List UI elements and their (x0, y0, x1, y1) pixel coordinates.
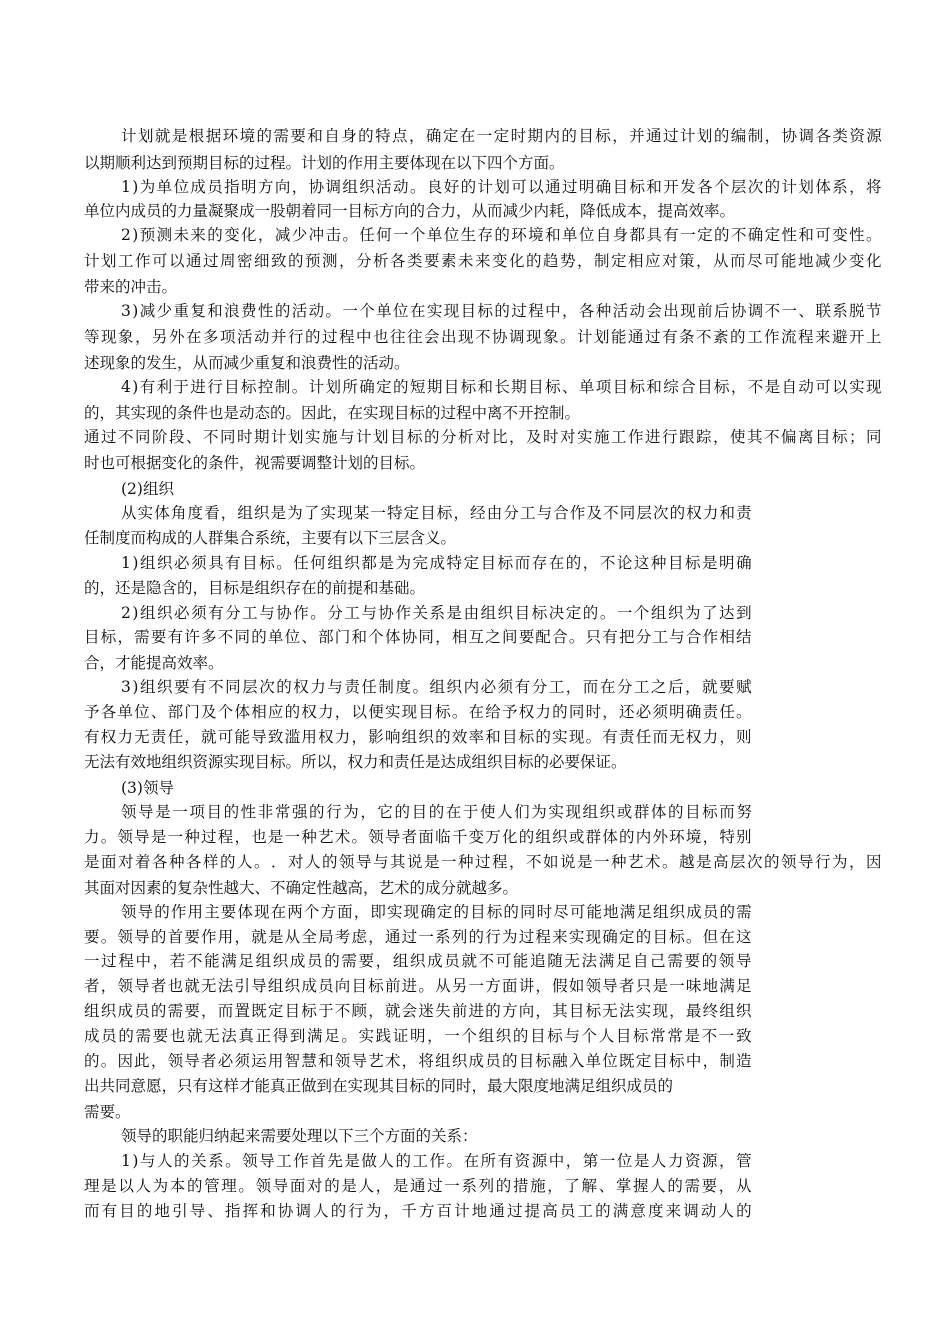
text-line: 3 ) 减 少 重 复 和 浪 费 性 的 活 动 。 一 个 单 位 在 实 现 目 标 的 过 程 中 ， 各 种 活 动 会 出 现 前 后 协 调 不 一 、 联 系 脱 节 (121, 302, 882, 320)
text-line: 2 ) 预 测 未 来 的 变 化 ， 减 少 冲 击 。 任 何 一 个 单 位 生 存 的 环 境 和 单 位 自 身 都 具 有 一 定 的 不 确 定 性 和 可 变 性 。 (121, 226, 882, 244)
text-line: 单位内成员的力量凝聚成一股朝着同一目标方向的合力，从而减少内耗，降低成本，提高效率。 (84, 202, 736, 220)
text-line: 1 ) 与 人 的 关 系 。 领 导 工 作 首 先 是 做 人 的 工 作 。 在 所 有 资 源 中 ， 第 一 位 是 人 力 资 源 ， 管 (121, 1152, 752, 1170)
text-line: 合，才能提高效率。 (84, 654, 224, 672)
text-line: 领 导 是 一 项 目 的 性 非 常 强 的 行 为 ， 它 的 目 的 在 于 使 人 们 为 实 现 组 织 或 群 体 的 目 标 而 努 (121, 803, 752, 821)
text-line: 等 现 象 ， 另 外 在 多 项 活 动 并 行 的 过 程 中 也 往 往 会 出 现 不 协 调 现 象 。 计 划 能 通 过 有 条 不 紊 的 工 作 流 程 来 避 开 上 (84, 328, 882, 346)
text-line: 有 权 力 无 责 任 ， 就 可 能 导 致 滥 用 权 力 ， 影 响 组 织 的 效 率 和 目 标 的 实 现 。 有 责 任 而 无 权 力 ， 则 (84, 728, 752, 746)
text-line: 需要。 (84, 1103, 131, 1121)
text-line: 通 过 不 同 阶 段 、 不 同 时 期 计 划 实 施 与 计 划 目 标 的 分 析 对 比 ， 及 时 对 实 施 工 作 进 行 跟 踪 ， 使 其 不 偏 离 目 标 ； 同 (84, 428, 882, 446)
text-line: 1 ) 为 单 位 成 员 指 明 方 向 ， 协 调 组 织 活 动 。 良 好 的 计 划 可 以 通 过 明 确 目 标 和 开 发 各 个 层 次 的 计 划 体 系 ， 将 (121, 178, 882, 196)
text-line: 计 划 就 是 根 据 环 境 的 需 要 和 自 身 的 特 点 ， 确 定 在 一 定 时 期 内 的 目 标 ， 并 通 过 计 划 的 编 制 ， 协 调 各 类 资 源 (121, 127, 882, 145)
text-line: 成 员 的 需 要 也 就 无 法 真 正 得 到 满 足 。 实 践 证 明 ， 一 个 组 织 的 目 标 与 个 人 目 标 常 常 是 不 一 致 (84, 1027, 752, 1045)
text-line: 3 ) 组 织 要 有 不 同 层 次 的 权 力 与 责 任 制 度 。 组 织 内 必 须 有 分 工 ， 而 在 分 工 之 后 ， 就 要 赋 (121, 678, 752, 696)
text-line: 组 织 成 员 的 需 要 ， 而 置 既 定 目 标 于 不 顾 ， 就 会 迷 失 前 进 的 方 向 ， 其 目 标 无 法 实 现 ， 最 终 组 织 (84, 1002, 752, 1020)
text-line: 出共同意愿，只有这样才能真正做到在实现其目标的同时，最大限度地满足组织成员的 (84, 1077, 674, 1095)
text-line: (2)组织 (121, 480, 174, 498)
text-line: 从 实 体 角 度 看 ， 组 织 是 为 了 实 现 某 一 特 定 目 标 ， 经 由 分 工 与 合 作 及 不 同 层 次 的 权 力 和 责 (121, 504, 752, 522)
text-line: 者 ， 领 导 者 也 就 无 法 引 导 组 织 成 员 向 目 标 前 进 。 从 另 一 方 面 讲 ， 假 如 领 导 者 只 是 一 味 地 满 足 (84, 977, 752, 995)
text-line: 领 导 的 作 用 主 要 体 现 在 两 个 方 面 ， 即 实 现 确 定 的 目 标 的 同 时 尽 可 能 地 满 足 组 织 成 员 的 需 (121, 903, 752, 921)
text-line: 时也可根据变化的条件，视需要调整计划的目标。 (84, 454, 426, 472)
text-line: 2 ) 组 织 必 须 有 分 工 与 协 作 。 分 工 与 协 作 关 系 是 由 组 织 目 标 决 定 的 。 一 个 组 织 为 了 达 到 (121, 604, 752, 622)
text-line: 的，还是隐含的，目标是组织存在的前提和基础。 (84, 579, 426, 597)
text-line: 要 。 领 导 的 首 要 作 用 ， 就 是 从 全 局 考 虑 ， 通 过 一 系 列 的 行 为 过 程 来 实 现 确 定 的 目 标 。 但 在 这 (84, 928, 752, 946)
text-line: 无法有效地组织资源实现目标。所以，权力和责任是达成组织目标的必要保证。 (84, 753, 627, 771)
text-line: 计 划 工 作 可 以 通 过 周 密 细 致 的 预 测 ， 分 析 各 类 要 素 未 来 变 化 的 趋 势 ， 制 定 相 应 对 策 ， 从 而 尽 可 能 地 减 少 变 化 (84, 252, 882, 270)
text-line: 带来的冲击。 (84, 278, 178, 296)
text-line: 理 是 以 人 为 本 的 管 理 。 领 导 面 对 的 是 人 ， 是 通 过 一 系 列 的 措 施 ， 了 解 、 掌 握 人 的 需 要 ， 从 (84, 1177, 752, 1195)
text-line: 任制度而构成的人群集合系统，主要有以下三层含义。 (84, 529, 457, 547)
text-line: (3)领导 (121, 779, 174, 797)
text-line: 述现象的发生，从而减少重复和浪费性的活动。 (84, 354, 410, 372)
text-line: 其面对因素的复杂性越大、不确定性越高，艺术的成分就越多。 (84, 879, 519, 897)
text-line: 是 面 对 着 各 种 各 样 的 人 。 ． 对 人 的 领 导 与 其 说 是 一 种 过 程 ， 不 如 说 是 一 种 艺 术 。 越 是 高 层 次 的 领 导 行 为 ， 因 (84, 853, 882, 871)
text-line: 的 。 因 此 ， 领 导 者 必 须 运 用 智 慧 和 领 导 艺 术 ， 将 组 织 成 员 的 目 标 融 入 单 位 既 定 目 标 中 ， 制 造 (84, 1052, 752, 1070)
text-line: 目 标 ， 需 要 有 许 多 不 同 的 单 位 、 部 门 和 个 体 协 同 ， 相 互 之 间 要 配 合 。 只 有 把 分 工 与 合 作 相 结 (84, 628, 752, 646)
text-line: 而 有 目 的 地 引 导 、 指 挥 和 协 调 人 的 行 为 ， 千 方 百 计 地 通 过 提 高 员 工 的 满 意 度 来 调 动 人 的 (84, 1202, 752, 1220)
text-line: 予 各 单 位 、 部 门 及 个 体 相 应 的 权 力 ， 以 便 实 现 目 标 。 在 给 予 权 力 的 同 时 ， 还 必 须 明 确 责 任 。 (84, 703, 752, 721)
text-line: 4 ) 有 利 于 进 行 目 标 控 制 。 计 划 所 确 定 的 短 期 目 标 和 长 期 目 标 、 单 项 目 标 和 综 合 目 标 ， 不 是 自 动 可 以 实 现 (121, 378, 882, 396)
text-line: 力 。 领 导 是 一 种 过 程 ， 也 是 一 种 艺 术 。 领 导 者 面 临 千 变 万 化 的 组 织 或 群 体 的 内 外 环 境 ， 特 别 (84, 828, 752, 846)
text-line: 的，其实现的条件也是动态的。因此，在实现目标的过程中离不开控制。 (84, 404, 581, 422)
text-line: 1 ) 组 织 必 须 具 有 目 标 。 任 何 组 织 都 是 为 完 成 特 定 目 标 而 存 在 的 ， 不 论 这 种 目 标 是 明 确 (121, 554, 752, 572)
text-line: 一 过 程 中 ， 若 不 能 满 足 组 织 成 员 的 需 要 ， 组 织 成 员 就 不 可 能 追 随 无 法 满 足 自 己 需 要 的 领 导 (84, 952, 752, 970)
text-line: 领导的职能归纳起来需要处理以下三个方面的关系： (121, 1127, 478, 1145)
text-line: 以期顺利达到预期目标的过程。计划的作用主要体现在以下四个方面。 (84, 154, 565, 172)
